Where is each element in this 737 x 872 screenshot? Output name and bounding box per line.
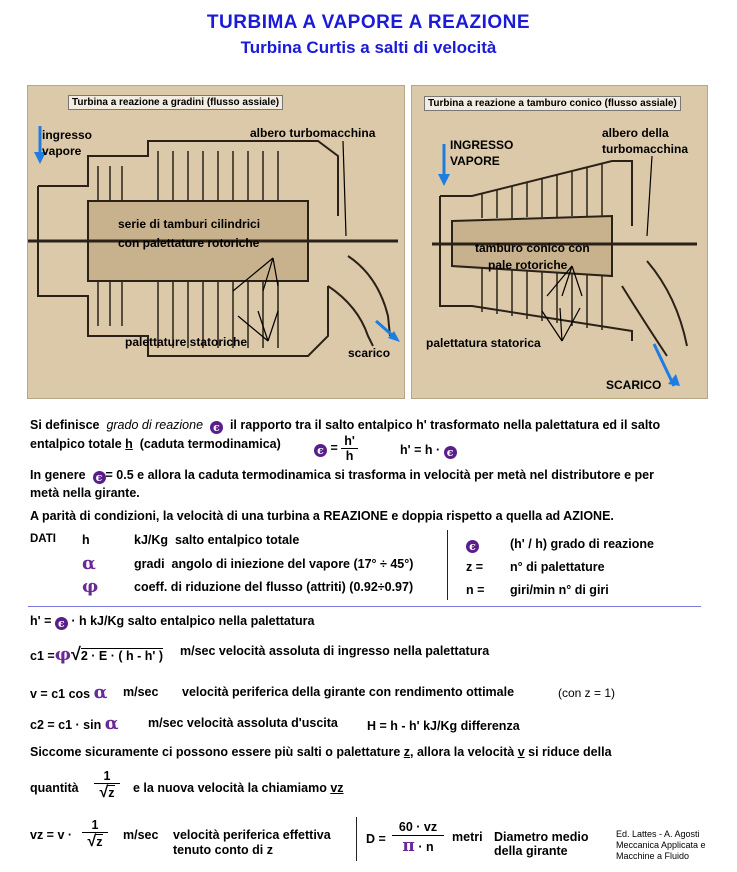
enthalpy-relation-formula: h' = h · ϵ <box>400 443 457 459</box>
formula-c1: c1 =φ√2 · E · ( h - h' ) m/sec velocità assoluta di ingresso nella palettatura <box>30 644 490 665</box>
reaction-degree-formula: ϵ = $\frac{h'}{h}$ <box>314 434 358 463</box>
left-turbine-figure <box>27 85 405 399</box>
right-label-inlet: INGRESSO <box>450 138 514 152</box>
data-right-row-epsilon: ϵ (h' / h) grado di reazione <box>466 537 479 553</box>
data-right-row-n: n = giri/min n° di giri <box>466 583 609 597</box>
source-credit: Ed. Lattes - A. Agosti Meccanica Applicata e Macchine a Fluido <box>616 829 706 861</box>
left-label-shaft: albero turbomacchina <box>250 126 376 140</box>
data-row-alpha: α gradi angolo di iniezione del vapore (17° ÷ 45°) <box>82 553 414 574</box>
data-heading: DATI <box>30 533 56 545</box>
left-label-drums-2: con palettature rotoriche <box>118 236 260 250</box>
left-label-inlet-2: vapore <box>42 144 82 158</box>
epsilon-symbol: ϵ <box>210 421 223 434</box>
left-figure-caption: Turbina a reazione a gradini (flusso assiale) <box>68 95 283 110</box>
parity-statement: A parità di condizioni, la velocità di una turbina a REAZIONE e doppia rispetto a quella ad AZIONE. <box>30 509 614 523</box>
general-line-2: metà nella girante. <box>30 486 140 500</box>
right-label-inlet-2: VAPORE <box>450 154 500 168</box>
definition-line-2: entalpico totale h (caduta termodinamica) <box>30 437 281 451</box>
definition-line-1: Si definisce grado di reazione ϵ il rapporto tra il salto entalpico h' trasformato nella palettatura ed il salto <box>30 418 661 434</box>
formula-v: v = c1 cos α m/sec velocità periferica della girante con rendimento ottimale (con z = 1) <box>30 682 616 703</box>
formula-divider <box>356 817 357 861</box>
right-label-shaft-2: turbomacchina <box>602 142 689 156</box>
left-label-drums: serie di tamburi cilindrici <box>118 217 261 231</box>
right-figure-caption: Turbina a reazione a tamburo conico (flusso assiale) <box>424 96 681 111</box>
section-rule <box>28 606 701 607</box>
right-label-shaft: albero della <box>602 126 669 140</box>
right-label-drum-2: pale rotoriche <box>488 258 568 272</box>
general-line-1: In genere ϵ = 0.5 e allora la caduta termodinamica si trasforma in velocità per metà nel distributore e per <box>30 468 654 484</box>
data-row-h: h kJ/Kg salto entalpico totale <box>82 533 300 547</box>
page-title: TURBIMA A VAPORE A REAZIONE <box>206 12 531 33</box>
left-label-stator: palettature statoriche <box>125 335 248 349</box>
statement-stages: Siccome sicuramente ci possono essere più salti o palettature z, allora la velocità v si riduce della <box>30 745 612 759</box>
formula-h-prime: h' = ϵ · h kJ/Kg salto entalpico nella palettatura <box>30 614 315 630</box>
data-table-divider <box>447 530 448 600</box>
data-right-row-z: z = n° di palettature <box>466 560 605 574</box>
page-subtitle: Turbina Curtis a salti di velocità <box>240 38 497 57</box>
right-label-exhaust: SCARICO <box>606 378 662 392</box>
right-turbine-figure <box>411 85 708 399</box>
left-label-exhaust: scarico <box>348 346 391 360</box>
right-label-drum: tamburo conico con <box>475 241 590 255</box>
right-label-stator: palettatura statorica <box>426 336 541 350</box>
data-row-phi: φ coeff. di riduzione del flusso (attriti) (0.92÷0.97) <box>82 576 414 597</box>
left-label-inlet: ingresso <box>42 128 93 142</box>
formula-c2: c2 = c1 · sin α m/sec velocità assoluta d'uscita H = h - h' kJ/Kg differenza <box>30 713 520 734</box>
